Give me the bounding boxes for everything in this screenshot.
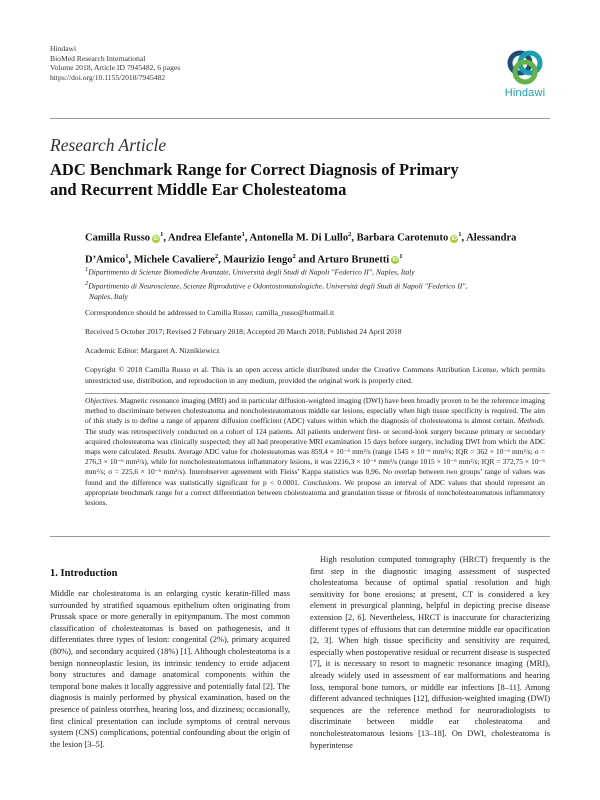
author-separator: ,: [218, 254, 224, 265]
author-separator: ,: [461, 232, 467, 244]
author-separator: ,: [351, 232, 357, 244]
results-label: Results.: [152, 447, 177, 457]
article-title: [50, 160, 550, 200]
affiliations: [85, 264, 545, 302]
author-name[interactable]: Antonella M. Di Lullo: [249, 232, 349, 244]
article-type: Research Article: [50, 135, 167, 155]
copyright-notice: Copyright © 2018 Camilla Russo et al. This is an open access article distributed under the Creative Commons Attribution License, which permits unrestricted use, distribution, and reproduction in any medium, provided the original work is properly cited.: [85, 365, 545, 385]
orcid-icon[interactable]: iD: [392, 257, 398, 263]
author-name[interactable]: Camilla Russo: [85, 232, 151, 244]
author-affiliation-marker: 1: [458, 231, 462, 238]
affiliation-2: $^2$Dipartimento di Neuroscienze, Scienze Riproduttive e Odontostomatologiche, Università degli Studi di Napoli "Federico II",: [85, 279, 468, 291]
affiliation-2-cont: Naples, Italy: [89, 292, 128, 302]
results-text: Average ADC value for cholesteatomas was 859,4 × 10⁻⁶ mm²/s (range 1545 × 10⁻⁶ mm²/s; IQR = 362 × 10⁻⁶ mm²/s; σ = 276,3 × 10⁻⁶ mm²/s), while for noncholesteatomatous inflammatory lesions, it was 2216,3 × 10⁻⁶ mm²/s (range 1015 × 10⁻⁶ mm²/s; IQR = 372,75 × 10⁻⁶ mm²/s; σ = 225,6 × 10⁻⁶ mm²/s). Interobserver agreement with Fleiss’ Kappa statistics was 0,96. No overlap between two groups’ range of values was found and the difference was statistically significant for p < 0.0001.: [85, 447, 545, 487]
author-list: [85, 226, 545, 269]
author-name[interactable]: Alessandra D’Amico: [85, 232, 517, 265]
affiliation-1: $^1$Dipartimento di Scienze Biomediche Avanzate, Università degli Studi di Napoli "Federico II", Naples, Italy: [85, 266, 415, 277]
body-divider: [50, 536, 550, 537]
orcid-icon[interactable]: iD: [153, 235, 159, 242]
author-name[interactable]: Barbara Carotenuto: [356, 232, 449, 244]
author-separator: ,: [128, 254, 134, 265]
author-affiliation-marker: 1: [160, 231, 164, 238]
author-name[interactable]: Michele Cavaliere: [133, 254, 215, 265]
author-name[interactable]: Arturo Brunetti: [317, 254, 390, 265]
intro-left-column: Middle ear cholesteatoma is an enlarging cystic keratin-filled mass surrounded by stratified squamous epithelium often originating from Prussak space or more generally in epitympanum. The most common classification of cholesteatomas is based on pathogenesis, and it differentiates three types of lesion: congenital (2%), primary acquired (80%), and secondary acquired (18%) [1]. Although cholesteatoma is a benign nonneoplastic lesion, its intrinsic tendency to erode adjacent bony structures and damage anatomical components within the temporal bone makes it locally aggressive and potentially fatal [2]. The diagnosis is mainly performed by physical examination, based on the presence of painless otorrhea, hearing loss, and dizziness; occasionally, first clinical presentation can include symptoms of central nervous system (CNS) complications, potential confounding about the origin of the lesion [3–5].: [50, 589, 290, 749]
publication-dates: Received 5 October 2017; Revised 2 February 2018; Accepted 20 March 2018; Published 24 April 2018: [85, 327, 402, 336]
author-affiliation-marker: 2: [348, 231, 352, 238]
author-affiliation-marker: 2: [292, 252, 296, 260]
author-name[interactable]: Andrea Elefante: [167, 232, 242, 244]
header-divider: [50, 118, 550, 119]
abstract-divider: [85, 393, 550, 394]
conclusions-text: We propose an interval of ADC values that should represent an appropriate benchmark range for a correct differentiation between cholesteatoma and granulation tissue or fibrosis of noncholesteatomatous inflammatory lesions.: [85, 477, 546, 508]
author-joiner: and: [298, 254, 318, 265]
author-separator: ,: [244, 232, 250, 244]
doi-link[interactable]: https://doi.org/10.1155/2018/7945482: [50, 72, 166, 82]
title-line-1: ADC Benchmark Range for Correct Diagnosis of Primary: [50, 160, 459, 179]
intro-right-column: High resolution computed tomography (HRCT) frequently is the first step in the diagnostic imaging assessment of suspected cholesteatoma because of optimal spatial resolution and high sensitivity for bone erosions; at present, CT is considered a key element in presurgical planning, helpful in depicting precise disease extension [2, 6]. Nevertheless, HRCT is inaccurate for characterizing different types of effusions that can determine middle ear opacification [2, 3]. When high tissue specificity and sensitivity are required, especially when postoperative residual or recurrent disease is suspected [7], it is necessary to resort to magnetic resonance imaging (MRI), already widely used in assessment of ear malformations and hearing loss, temporal bone tumors, or middle ear infections [8–11]. Among different advanced techniques [12], diffusion-weighted imaging (DWI) sequences are the reference method for neuroradiologists to discriminate between middle ear cholesteatoma and noncholesteatomatous lesions [13–18]. On DWI, cholesteatoma is hyperintense: [310, 555, 550, 750]
journal-meta: [50, 44, 180, 82]
orcid-icon[interactable]: iD: [451, 235, 458, 242]
hindawi-logo: [498, 46, 552, 106]
title-line-2: and Recurrent Middle Ear Cholesteatoma: [50, 180, 347, 199]
methods-label: Methods.: [517, 416, 545, 426]
objectives-label: Objectives.: [85, 396, 119, 405]
author-name[interactable]: Maurizio Iengo: [223, 254, 293, 265]
volume-info: Volume 2018, Article ID 7945482, 6 pages: [50, 63, 181, 73]
methods-text: The study was retrospectively conducted on a cohort of 124 patients. All patients underwent first- or second-look surgery because primary or secondary acquired cholesteatoma was clinically suspected; they all had preoperative MRI examination 15 days before surgery, including DWI from which the ADC maps were calculated.: [85, 426, 545, 457]
abstract: [85, 396, 545, 508]
hindawi-logo-icon: [505, 46, 545, 86]
author-affiliation-marker: 1: [399, 252, 403, 260]
objectives-text: Magnetic resonance imaging (MRI) and in particular diffusion-weighted imaging (DWI) have been broadly proven to be the reference imaging method to discriminate between cholesteatoma and noncholesteatomatous middle ear lesions, especially when high tissue specificity is required. The aim of this study is to define a range of apparent diffusion coefficient (ADC) values within which the diagnosis of cholesteatoma is almost certain.: [85, 396, 545, 426]
section-heading-introduction: 1. Introduction: [50, 568, 118, 579]
correspondence: Correspondence should be addressed to Camilla Russo; camilla_russo@hotmail.it: [85, 308, 335, 317]
academic-editor: Academic Editor: Margaret A. Niznikiewicz: [85, 346, 220, 355]
author-affiliation-marker: 1: [241, 231, 245, 238]
author-affiliation-marker: 2: [214, 252, 219, 260]
logo-wordmark: Hindawi: [504, 87, 546, 99]
journal-name: BioMed Research International: [50, 53, 146, 63]
conclusions-label: Conclusions.: [302, 477, 342, 487]
publisher-name: Hindawi: [50, 44, 77, 53]
author-separator: ,: [163, 232, 168, 244]
author-affiliation-marker: 1: [125, 252, 129, 260]
